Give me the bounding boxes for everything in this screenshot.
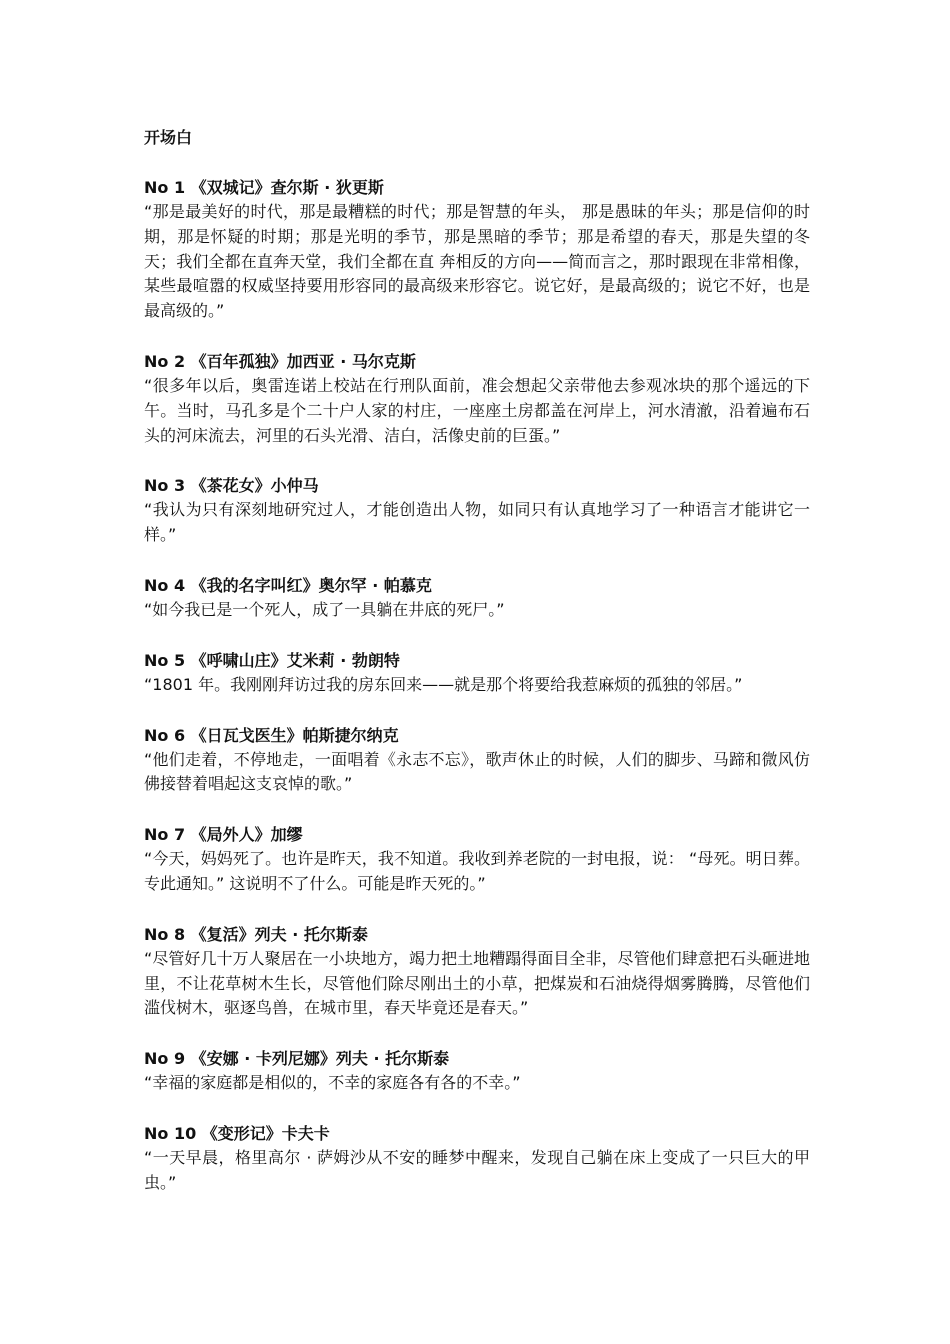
entry-heading: No 9 《安娜 · 卡列尼娜》列夫 · 托尔斯泰 bbox=[144, 1049, 450, 1069]
entry-4 bbox=[144, 574, 810, 623]
entry-heading: No 7 《局外人》加缪 bbox=[144, 825, 303, 845]
entry-2 bbox=[144, 350, 810, 448]
entry-heading: No 1 《双城记》查尔斯 · 狄更斯 bbox=[144, 178, 384, 197]
entry-8 bbox=[144, 923, 810, 1021]
entry-7 bbox=[144, 823, 810, 897]
entry-9 bbox=[144, 1047, 810, 1096]
entry-quote: “很多年以后，奥雷连诺上校站在行刑队面前，准会想起父亲带他去参观冰块的那个遥远的下午。当时，马孔多是个二十户人家的村庄，一座座土房都盖在河岸上，河水清澈，沿着遍布石头的河床流去，河里的石头光滑、洁白，活像史前的巨蛋。” bbox=[144, 375, 810, 445]
entry-heading: No 8 《复活》列夫 · 托尔斯泰 bbox=[144, 924, 368, 944]
entry-quote: “他们走着，不停地走，一面唱着《永志不忘》，歌声休止的时候，人们的脚步、马蹄和微风仿佛接替着唱起这支哀悼的歌。” bbox=[144, 749, 810, 794]
entry-quote: “今天，妈妈死了。也许是昨天，我不知道。我收到养老院的一封电报，说： “母死。明日葬。专此通知。” 这说明不了什么。可能是昨天死的。” bbox=[144, 849, 810, 893]
entry-quote: “一天早晨，格里高尔 · 萨姆沙从不安的睡梦中醒来，发现自己躺在床上变成了一只巨大的甲虫。” bbox=[144, 1147, 810, 1192]
entry-quote: “尽管好几十万人聚居在一小块地方，竭力把土地糟蹋得面目全非，尽管他们肆意把石头砸进地里，不让花草树木生长，尽管他们除尽刚出土的小草，把煤炭和石油烧得烟雾腾腾，尽管他们滥伐树木，驱逐鸟兽，在城市里，春天毕竟还是春天。” bbox=[144, 948, 810, 1018]
entry-heading: No 3 《茶花女》小仲马 bbox=[144, 476, 319, 496]
entry-quote: “幸福的家庭都是相似的，不幸的家庭各有各的不幸。” bbox=[144, 1073, 521, 1093]
entry-heading: No 10 《变形记》卡夫卡 bbox=[144, 1123, 330, 1143]
entry-quote: “我认为只有深刻地研究过人，才能创造出人物，如同只有认真地学习了一种语言才能讲它一样。” bbox=[144, 500, 810, 545]
document-title: 开场白 bbox=[144, 128, 193, 147]
entry-quote: “1801 年。我刚刚拜访过我的房东回来——就是那个将要给我惹麻烦的孤独的邻居。” bbox=[144, 674, 743, 694]
entry-quote: “如今我已是一个死人，成了一具躺在井底的死尸。” bbox=[144, 599, 505, 619]
document-page bbox=[144, 126, 810, 1222]
entry-10 bbox=[144, 1122, 810, 1196]
entry-heading: No 6 《日瓦戈医生》帕斯捷尔纳克 bbox=[144, 725, 399, 745]
entry-6 bbox=[144, 724, 810, 798]
entry-heading: No 4 《我的名字叫红》奥尔罕 · 帕慕克 bbox=[144, 575, 432, 595]
entry-quote: “那是最美好的时代，那是最糟糕的时代；那是智慧的年头， 那是愚昧的年头；那是信仰的时期，那是怀疑的时期；那是光明的季节，那是黑暗的季节；那是希望的春天，那是失望的冬天；我们全都在直奔天堂，我们全都在直 奔相反的方向——简而言之，那时跟现在非常相像，某些最喧嚣的权威坚持要用形容同的最高级来形容它。说它好，是最高级的；说它不好，也是最高级的。” bbox=[144, 202, 810, 321]
entry-5 bbox=[144, 649, 810, 698]
entry-1 bbox=[144, 176, 810, 324]
entry-3 bbox=[144, 474, 810, 548]
entry-heading: No 2 《百年孤独》加西亚 · 马尔克斯 bbox=[144, 351, 416, 371]
entry-heading: No 5 《呼啸山庄》艾米莉 · 勃朗特 bbox=[144, 650, 400, 670]
